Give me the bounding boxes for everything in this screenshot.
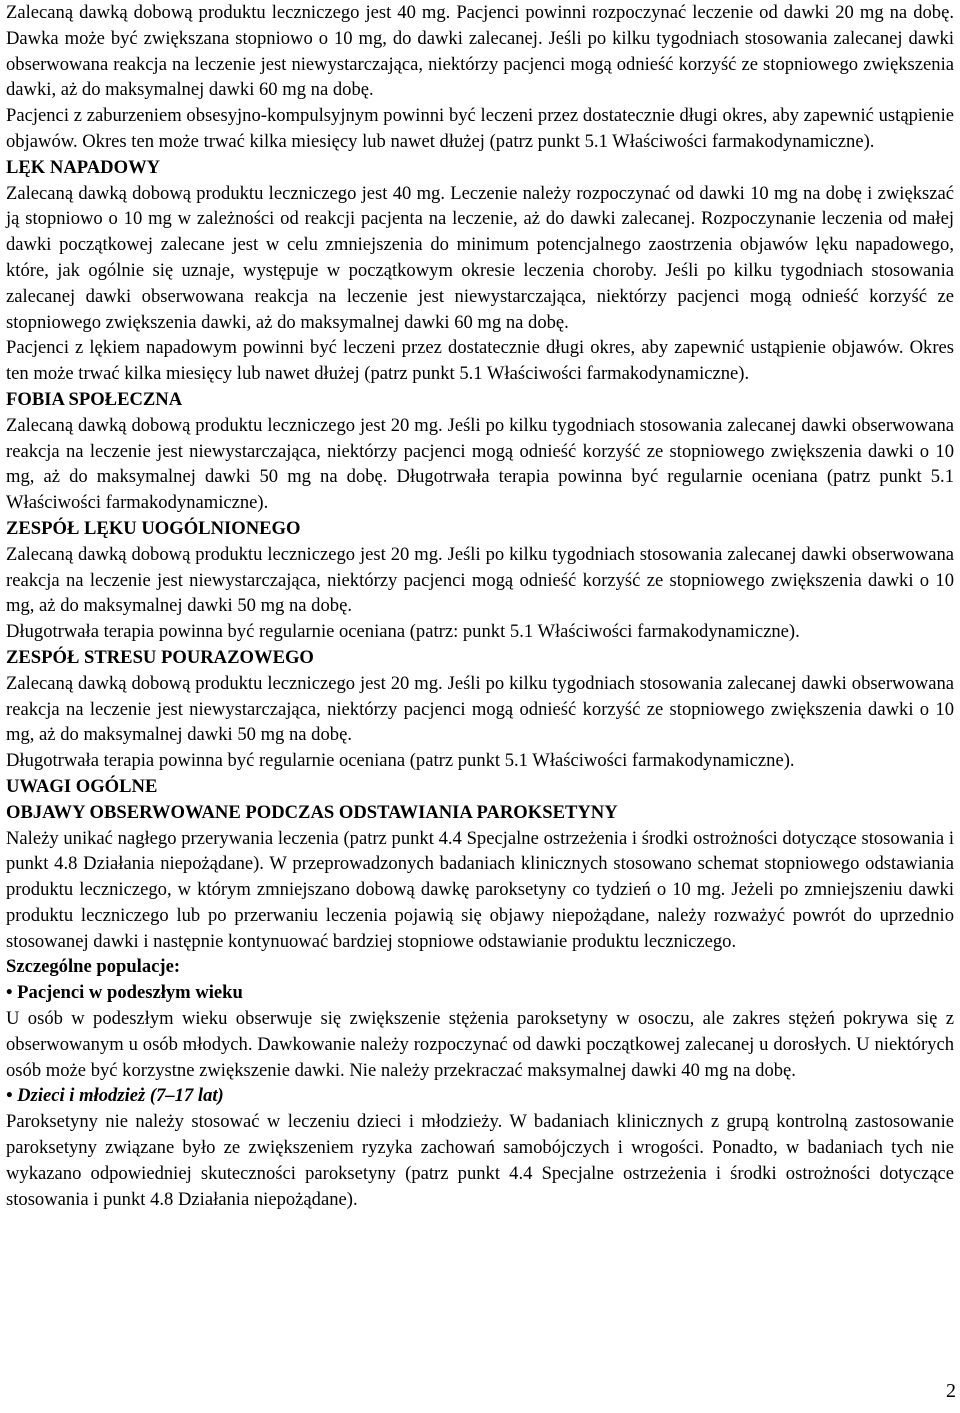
section-heading-withdrawal: OBJAWY OBSERWOWANE PODCZAS ODSTAWIANIA PAROKSETYNY [6,801,618,823]
dosage-paragraph-ocd: Zalecaną dawką dobową produktu leczniczego jest 40 mg. Pacjenci powinni rozpoczynać leczenie od dawki 20 mg na dobę. Dawka może być zwiększana stopniowo o 10 mg, do dawki zalecanej. Jeśli po kilku tygodniach stosowania zalecanej dawki obserwowana reakcja na leczenie jest niewystarczająca, niektórzy pacjenci mogą odnieść korzyść ze stopniowego zwiększenia dawki, aż do maksymalnej dawki 60 mg na dobę. [6,2,954,101]
section-heading-panic-disorder: LĘK NAPADOWY [6,156,161,178]
section-heading-social-phobia: FOBIA SPOŁECZNA [6,388,183,410]
ptsd-therapy-paragraph: Długotrwała terapia powinna być regularnie oceniana (patrz punkt 5.1 Właściwości farmakodynamiczne). [6,750,795,772]
document-page [6,0,954,1212]
children-paragraph: Paroksetyny nie należy stosować w leczeniu dzieci i młodzieży. W badaniach klinicznych z grupą kontrolną zastosowanie paroksetyny związane było ze zwiększeniem ryzyka zachowań samobójczych i wrogości. Ponadto, w badaniach tych nie wykazano odpowiedniej skuteczności paroksetyny (patrz punkt 4.4 Specjalne ostrzeżenia i środki ostrożności dotyczące stosowania i punkt 4.8 Działania niepożądane). [6,1111,954,1210]
bullet-elderly: • Pacjenci w podeszłym wieku [6,982,243,1004]
withdrawal-paragraph: Należy unikać nagłego przerywania leczenia (patrz punkt 4.4 Specjalne ostrzeżenia i środki ostrożności dotyczące stosowania i punkt 4.8 Działania niepożądane). W przeprowadzonych badaniach klinicznych stosowano schemat stopniowego odstawiania produktu leczniczego, w którym zmniejszano dobową dawkę paroksetyny co tydzień o 10 mg. Jeżeli po zmniejszeniu dawki produktu leczniczego lub po przerwaniu leczenia pojawią się objawy niepożądane, należy rozważyć powrót do uprzednio stosowanej dawki i następnie kontynuować bardziej stopniowe odstawianie produktu leczniczego. [6,827,954,952]
panic-dosage-paragraph: Zalecaną dawką dobową produktu leczniczego jest 40 mg. Leczenie należy rozpoczynać od dawki 10 mg na dobę i zwiększać ją stopniowo o 10 mg w zależności od reakcji pacjenta na leczenie, aż do dawki zalecanej. Rozpoczynanie leczenia od małej dawki początkowej zalecane jest w celu zmniejszenia do minimum potencjalnego zaostrzenia objawów lęku napadowego, które, jak ogólnie się uznaje, występuje w początkowym okresie leczenia choroby. Jeśli po kilku tygodniach stosowania zalecanej dawki obserwowana reakcja na leczenie jest niewystarczająca, niektórzy pacjenci mogą odnieść korzyść ze stopniowego zwiększenia dawki, aż do maksymalnej dawki 60 mg na dobę. [6,182,954,333]
gad-therapy-paragraph: Długotrwała terapia powinna być regularnie oceniana (patrz: punkt 5.1 Właściwości farmakodynamiczne). [6,621,800,643]
gad-dosage-paragraph: Zalecaną dawką dobową produktu leczniczego jest 20 mg. Jeśli po kilku tygodniach stosowania zalecanej dawki obserwowana reakcja na leczenie jest niewystarczająca, niektórzy pacjenci mogą odnieść korzyść ze stopniowego zwiększenia dawki o 10 mg, aż do maksymalnej dawki 50 mg na dobę. [6,543,954,617]
special-populations-heading: Szczególne populacje: [6,956,181,978]
page-number: 2 [946,1380,956,1402]
ptsd-dosage-paragraph: Zalecaną dawką dobową produktu leczniczego jest 20 mg. Jeśli po kilku tygodniach stosowania zalecanej dawki obserwowana reakcja na leczenie jest niewystarczająca, niektórzy pacjenci mogą odnieść korzyść ze stopniowego zwiększenia dawki o 10 mg, aż do maksymalnej dawki 50 mg na dobę. [6,672,954,746]
bullet-children: • Dzieci i młodzież (7–17 lat) [6,1085,224,1107]
ocd-duration-paragraph: Pacjenci z zaburzeniem obsesyjno-kompulsyjnym powinni być leczeni przez dostatecznie długi okres, aby zapewnić ustąpienie objawów. Okres ten może trwać kilka miesięcy lub nawet dłużej (patrz punkt 5.1 Właściwości farmakodynamiczne). [6,105,954,152]
elderly-paragraph: U osób w podeszłym wieku obserwuje się zwiększenie stężenia paroksetyny w osoczu, ale zakres stężeń pokrywa się z obserwowanym u osób młodych. Dawkowanie należy rozpoczynać od dawki początkowej zalecanej u dorosłych. U niektórych osób może być korzystne zwiększenie dawki. Nie należy przekraczać maksymalnej dawki 40 mg na dobę. [6,1008,954,1081]
section-heading-general-notes: UWAGI OGÓLNE [6,775,158,797]
section-heading-gad: ZESPÓŁ LĘKU UOGÓLNIONEGO [6,517,301,539]
section-heading-ptsd: ZESPÓŁ STRESU POURAZOWEGO [6,646,314,668]
social-phobia-paragraph: Zalecaną dawką dobową produktu leczniczego jest 20 mg. Jeśli po kilku tygodniach stosowania zalecanej dawki obserwowana reakcja na leczenie jest niewystarczająca, niektórzy pacjenci mogą odnieść korzyść ze stopniowego zwiększenia dawki o 10 mg, aż do maksymalnej dawki 50 mg na dobę. Długotrwała terapia powinna być regularnie oceniana (patrz punkt 5.1 Właściwości farmakodynamiczne). [6,414,954,514]
panic-duration-paragraph: Pacjenci z lękiem napadowym powinni być leczeni przez dostatecznie długi okres, aby zapewnić ustąpienie objawów. Okres ten może trwać kilka miesięcy lub nawet dłużej (patrz punkt 5.1 Właściwości farmakodynamiczne). [6,337,954,385]
